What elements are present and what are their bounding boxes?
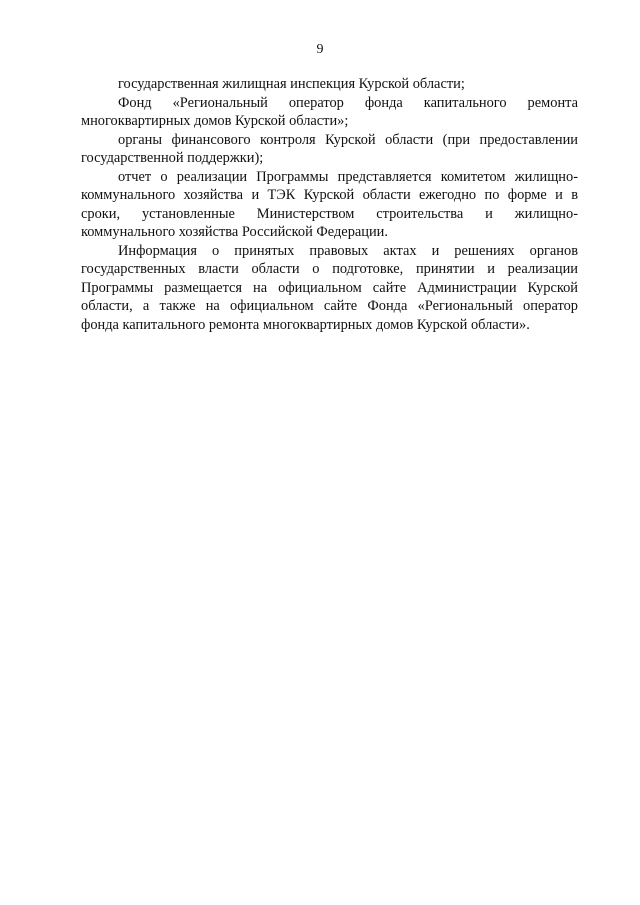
text-line: государственных власти области о подготовке, принятии и реализации: [81, 261, 578, 277]
text-line: коммунального хозяйства Российской Федерации.: [81, 224, 388, 240]
text-line: государственной поддержки);: [81, 150, 264, 166]
text-line: Фонд «Региональный оператор фонда капитального ремонта: [118, 94, 578, 111]
text-line: фонда капитального ремонта многоквартирных домов Курской области».: [81, 316, 530, 333]
text-line: государственная жилищная инспекция Курской области;: [118, 76, 465, 92]
text-line: отчет о реализации Программы представляется комитетом жилищно-: [118, 168, 578, 185]
text-line: коммунального хозяйства и ТЭК Курской области ежегодно по форме и в: [81, 187, 578, 203]
text-line: Программы размещается на официальном сайте Администрации Курской: [81, 279, 578, 296]
paragraph-legal-acts-info: [81, 242, 578, 335]
paragraph-program-report: [81, 168, 578, 242]
text-line: многоквартирных домов Курской области»;: [81, 113, 349, 129]
paragraph-housing-inspection: [81, 75, 578, 94]
text-line: области, а также на официальном сайте Фонда «Региональный оператор: [81, 298, 578, 314]
paragraph-financial-control: [81, 131, 578, 168]
text-line: сроки, установленные Министерством строительства и жилищно-: [81, 205, 578, 222]
page-number: 9: [316, 42, 324, 57]
text-line: Информация о принятых правовых актах и решениях органов: [118, 242, 578, 259]
text-line: органы финансового контроля Курской области (при предоставлении: [118, 131, 578, 148]
document-body: [81, 75, 578, 334]
paragraph-regional-fund: [81, 94, 578, 131]
